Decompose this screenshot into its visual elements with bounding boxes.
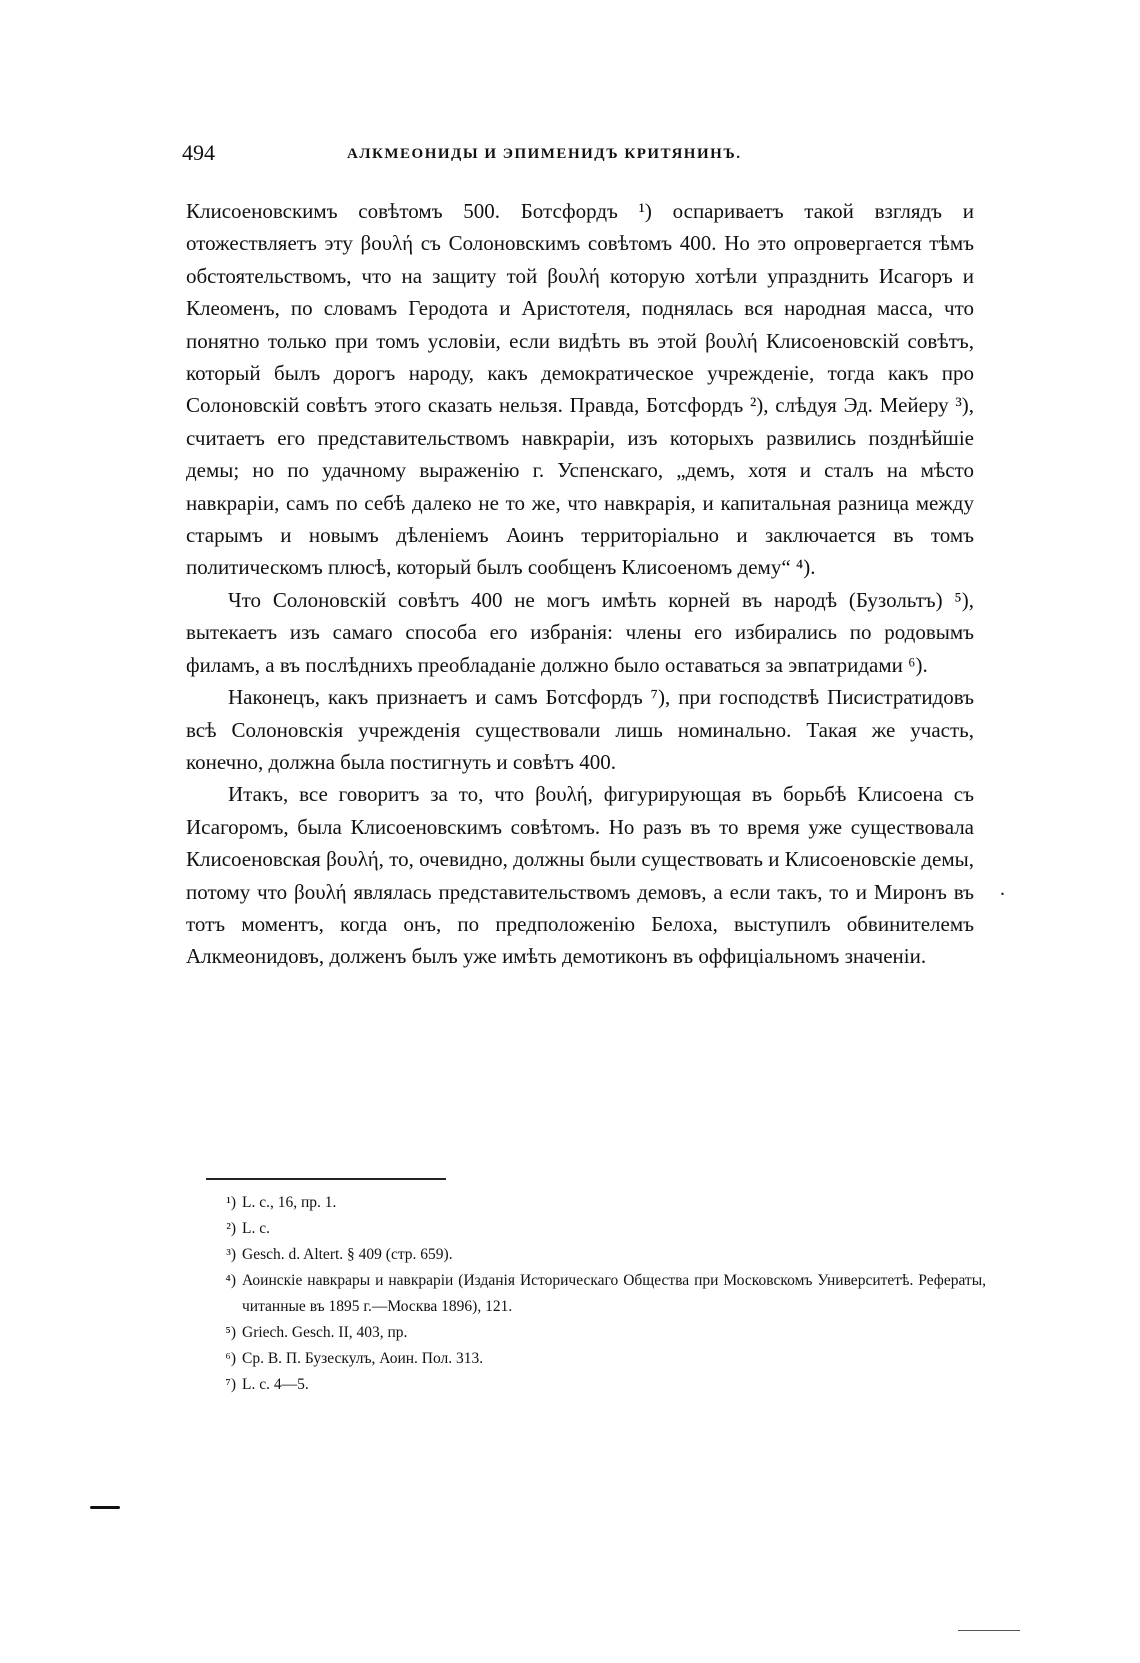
footnote-2 [206, 1216, 986, 1242]
bottom-corner-rule [958, 1630, 1020, 1631]
footnote-mark: ³) [226, 1246, 236, 1263]
footnote-6 [206, 1346, 986, 1372]
footnote-separator [206, 1178, 446, 1180]
footnote-text: L. c. [242, 1220, 270, 1237]
footnote-text: Аоинскіе навкрары и навкраріи (Изданія Историческаго Общества при Московскомъ Университетѣ. Рефераты, читанные въ 1895 г.—Москва 1896), 121. [242, 1272, 986, 1315]
paragraph-1: Клисоеновскимъ совѣтомъ 500. Ботсфордъ ¹) оспариваетъ такой взглядъ и отожествляетъ эту βουλή съ Солоновскимъ совѣтомъ 400. Но это опровергается тѣмъ обстоятельствомъ, что на защиту той βουλή которую хотѣли упразднить Исагоръ и Клеоменъ, по словамъ Геродота и Аристотеля, поднялась вся народная масса, что понятно только при томъ условіи, если видѣть въ этой βουλή Клисоеновскій совѣтъ, который былъ дорогъ народу, какъ демократическое учрежденіе, тогда какъ про Солоновскій совѣтъ этого сказать нельзя. Правда, Ботсфордъ ²), слѣдуя Эд. Мейеру ³), считаетъ его представительствомъ навкраріи, изъ которыхъ развились позднѣйшіе демы; но по удачному выраженію г. Успенскаго, „демъ, хотя и сталъ на мѣсто навкраріи, самъ по себѣ далеко не то же, что навкрарія, и капитальная разница между старымъ и новымъ дѣленіемъ Аоинъ территоріально и заключается въ томъ политическомъ плюсѣ, который былъ сообщенъ Клисоеномъ дему“ ⁴). [186, 199, 974, 580]
footnote-mark: ¹) [226, 1194, 236, 1211]
footnote-text: Ср. В. П. Бузескулъ, Аоин. Пол. 313. [242, 1350, 484, 1367]
body-text [186, 195, 974, 973]
footnote-7 [206, 1372, 986, 1398]
margin-dot: . [1000, 878, 1005, 900]
footnote-mark: ⁴) [225, 1272, 236, 1289]
footnote-text: L. c. 4—5. [242, 1376, 309, 1393]
footnote-mark: ⁶) [225, 1350, 236, 1367]
footnote-1 [206, 1190, 986, 1216]
footnote-text: Gesch. d. Altert. § 409 (стр. 659). [242, 1246, 453, 1263]
footnote-mark: ²) [226, 1220, 236, 1237]
paragraph-3: Наконецъ, какъ признаетъ и самъ Ботсфордъ ⁷), при господствѣ Писистратидовъ всѣ Солоновскія учрежденія существовали лишь номинально. Такая же участь, конечно, должна была постигнуть и совѣтъ 400. [186, 685, 974, 774]
footnote-4 [206, 1268, 986, 1320]
running-title: АЛКМЕОНИДЫ И ЭПИМЕНИДЪ КРИТЯНИНЪ. [347, 146, 742, 162]
page-number: 494 [182, 140, 215, 165]
footnote-mark: ⁵) [225, 1324, 236, 1341]
footnote-text: Griech. Gesch. II, 403, пр. [242, 1324, 408, 1341]
footnote-5 [206, 1320, 986, 1346]
footnote-3 [206, 1242, 986, 1268]
footnote-mark: ⁷) [225, 1376, 236, 1393]
paragraph-4: Итакъ, все говоритъ за то, что βουλή, фигурирующая въ борьбѣ Клисоена съ Исагоромъ, была Клисоеновскимъ совѣтомъ. Но разъ въ то время уже существовала Клисоеновская βουλή, то, очевидно, должны были существовать и Клисоеновскіе демы, потому что βουλή являлась представительствомъ демовъ, а если такъ, то и Миронъ въ тотъ моментъ, когда онъ, по предположенію Белоха, выступилъ обвинителемъ Алкмеонидовъ, долженъ былъ уже имѣть демотиконъ въ оффиціальномъ значеніи. [186, 782, 974, 969]
paragraph-2: Что Солоновскій совѣтъ 400 не могъ имѣть корней въ народѣ (Бузольтъ) ⁵), вытекаетъ изъ самаго способа его избранія: члены его избирались по родовымъ филамъ, а въ послѣднихъ преобладаніе должно было оставаться за эвпатридами ⁶). [186, 587, 974, 677]
margin-dash-mark [90, 1506, 120, 1509]
footnotes [206, 1190, 986, 1398]
footnote-text: L. c., 16, пр. 1. [242, 1194, 337, 1211]
page-header [182, 140, 982, 174]
